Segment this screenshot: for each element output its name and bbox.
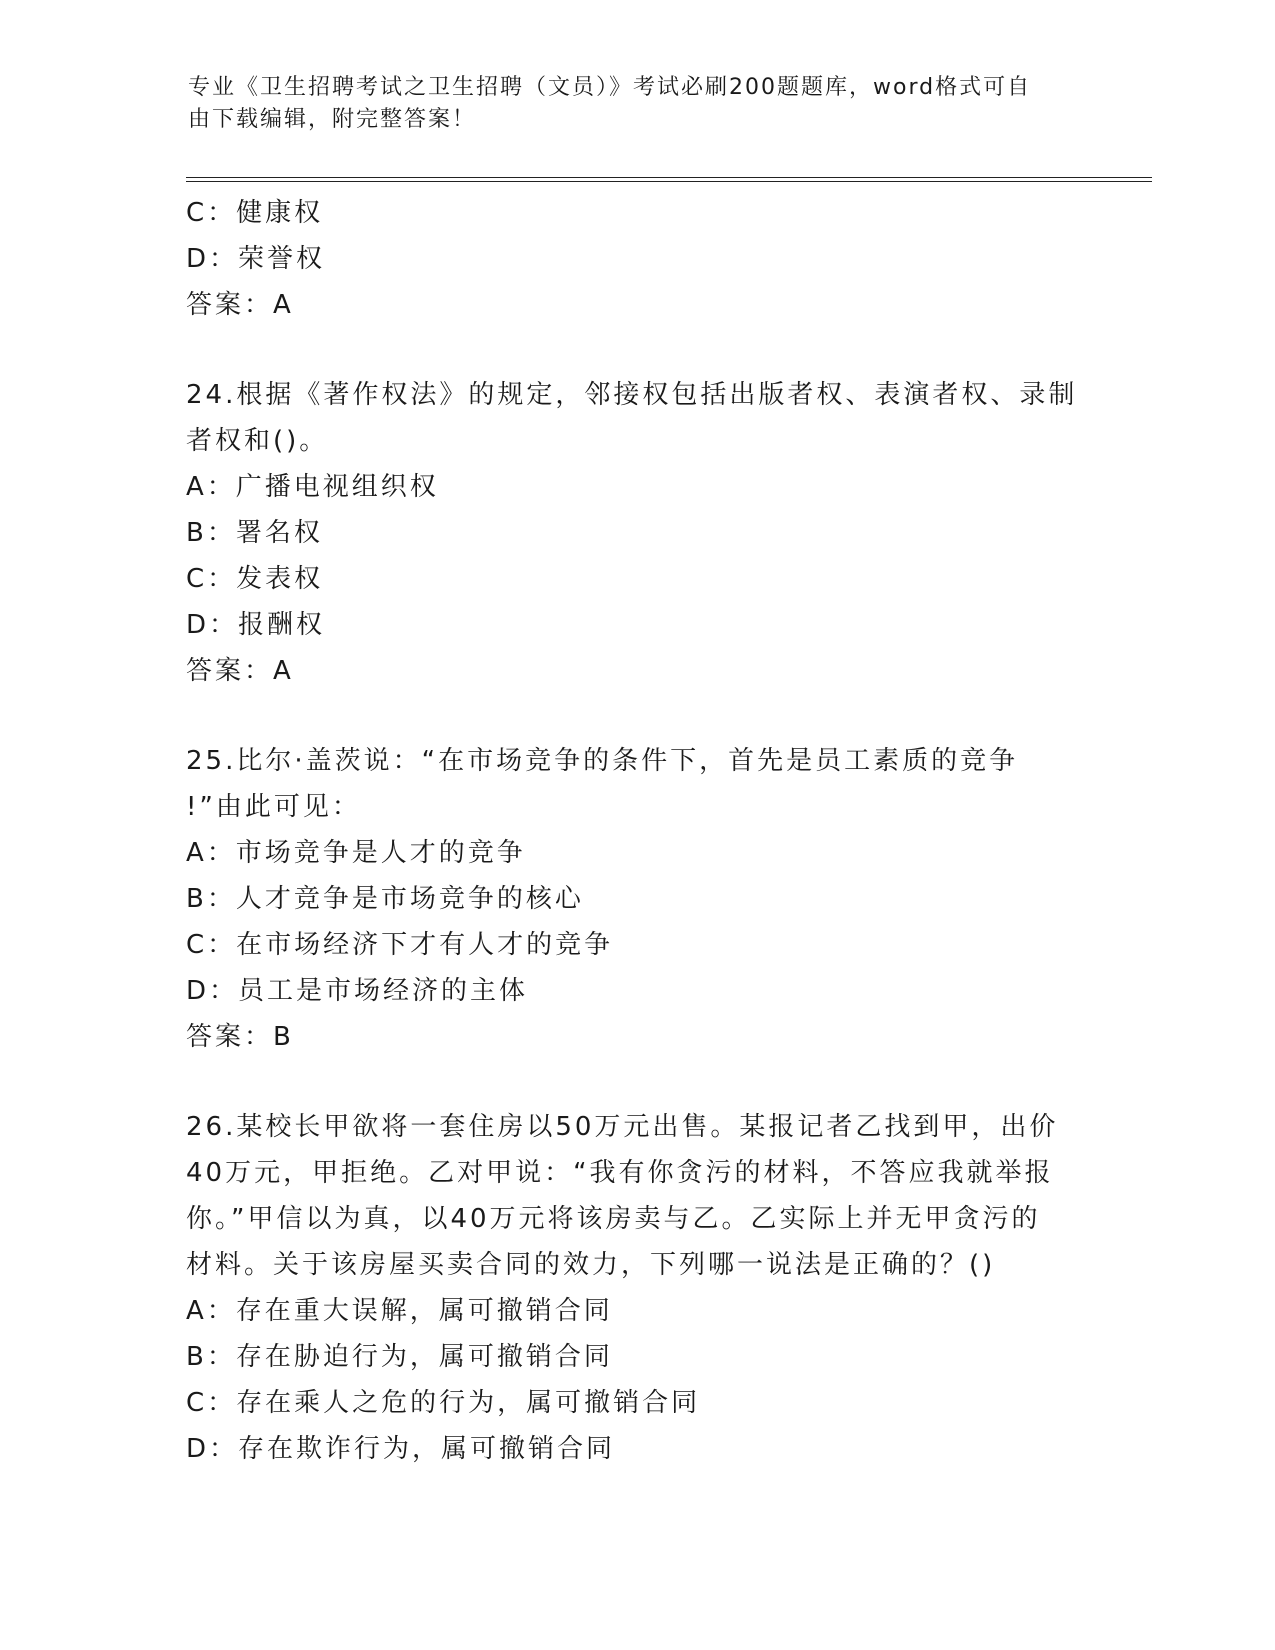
question-26	[186, 1104, 1086, 1472]
option-b: B：人才竞争是市场竞争的核心	[186, 884, 584, 914]
spacer	[186, 694, 1086, 738]
spacer	[186, 1060, 1086, 1104]
option-a: A：广播电视组织权	[186, 472, 439, 502]
option-c: C：发表权	[186, 564, 324, 594]
question-23-tail	[186, 190, 1086, 328]
header-line-1: 专业《卫生招聘考试之卫生招聘（文员）》考试必刷200题题库，word格式可自	[188, 75, 1032, 100]
option-a: A：存在重大误解，属可撤销合同	[186, 1296, 613, 1326]
question-stem: 者权和()。	[186, 426, 329, 456]
option-a: A：市场竞争是人才的竞争	[186, 838, 526, 868]
option-c: C：健康权	[186, 198, 324, 228]
question-list	[186, 190, 1086, 1472]
question-stem: 材料。关于该房屋买卖合同的效力，下列哪一说法是正确的？()	[186, 1250, 996, 1280]
answer-line: 答案：B	[186, 1022, 294, 1052]
spacer	[186, 328, 1086, 372]
question-stem: 25.比尔·盖茨说：“在市场竞争的条件下，首先是员工素质的竞争	[186, 746, 1019, 776]
question-25	[186, 738, 1086, 1060]
answer-line: 答案：A	[186, 656, 294, 686]
question-stem: 26.某校长甲欲将一套住房以50万元出售。某报记者乙找到甲，出价	[186, 1112, 1059, 1142]
option-b: B：存在胁迫行为，属可撤销合同	[186, 1342, 613, 1372]
option-d: D：报酬权	[186, 610, 326, 640]
option-c: C：在市场经济下才有人才的竞争	[186, 930, 614, 960]
option-c: C：存在乘人之危的行为，属可撤销合同	[186, 1388, 701, 1418]
question-stem: 40万元，甲拒绝。乙对甲说：“我有你贪污的材料，不答应我就举报	[186, 1158, 1054, 1188]
question-24	[186, 372, 1086, 694]
document-header	[188, 72, 1068, 136]
header-divider-top	[186, 177, 1152, 178]
question-stem: 你。”甲信以为真，以40万元将该房卖与乙。乙实际上并无甲贪污的	[186, 1204, 1041, 1234]
header-divider-bottom	[186, 181, 1152, 182]
question-stem: !”由此可见：	[186, 792, 361, 822]
option-d: D：荣誉权	[186, 244, 326, 274]
header-line-2: 由下载编辑，附完整答案！	[188, 107, 477, 132]
option-d: D：存在欺诈行为，属可撤销合同	[186, 1434, 616, 1464]
option-b: B：署名权	[186, 518, 323, 548]
option-d: D：员工是市场经济的主体	[186, 976, 529, 1006]
question-stem: 24.根据《著作权法》的规定，邻接权包括出版者权、表演者权、录制	[186, 380, 1078, 410]
answer-line: 答案：A	[186, 290, 294, 320]
